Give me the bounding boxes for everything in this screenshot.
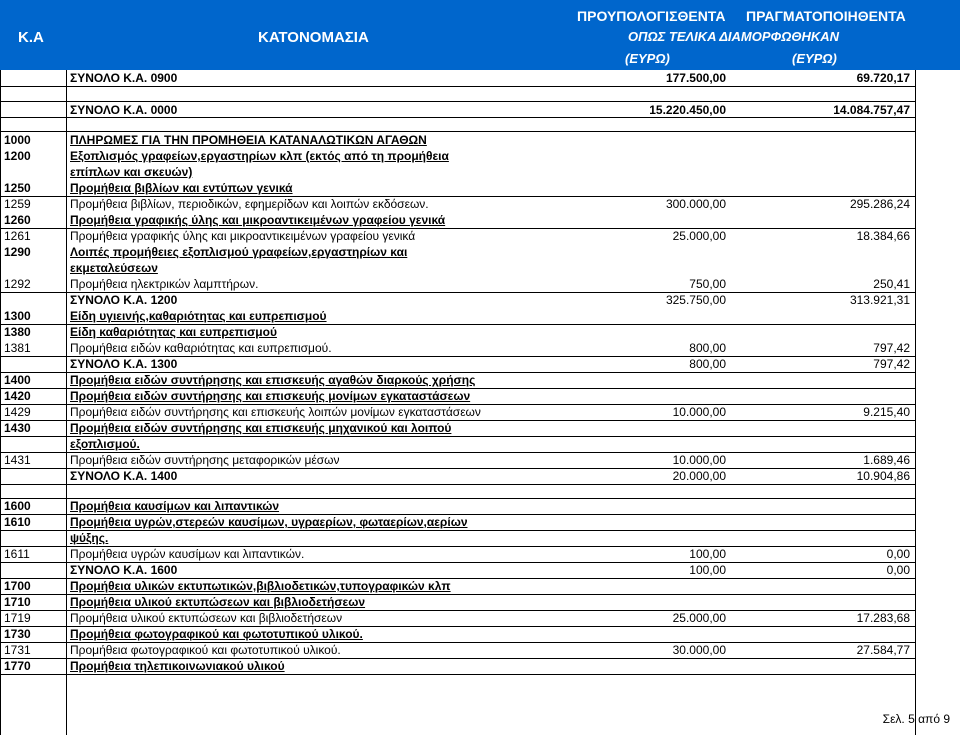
row-budgeted-amount: 10.000,00 — [672, 405, 726, 419]
table-row — [0, 292, 916, 308]
row-realized-amount: 14.084.757,47 — [833, 103, 910, 117]
table-row — [0, 164, 916, 180]
table-row — [0, 530, 916, 546]
row-description: Προμήθεια τηλεπικοινωνιακού υλικού — [70, 659, 285, 673]
row-code: 1730 — [4, 627, 31, 641]
row-realized-amount: 797,42 — [873, 357, 910, 371]
row-budgeted-amount: 177.500,00 — [665, 71, 726, 85]
row-description: Προμήθεια υγρών καυσίμων και λιπαντικών. — [70, 547, 305, 561]
row-description: Προμήθεια ειδών συντήρησης μεταφορικών μέσων — [70, 453, 340, 467]
table-row — [0, 260, 916, 276]
header-euro-budgeted: (ΕΥΡΩ) — [625, 51, 670, 66]
table-row — [0, 212, 916, 228]
header-ka: Κ.Α — [18, 29, 44, 46]
row-code: 1292 — [4, 277, 31, 291]
row-description: ΣΥΝΟΛΟ Κ.Α. 0900 — [70, 71, 178, 85]
header-katonomasia: ΚΑΤΟΝΟΜΑΣΙΑ — [258, 29, 369, 46]
row-description: Προμήθεια φωτογραφικού και φωτοτυπικού υλικού. — [70, 627, 363, 641]
row-code: 1600 — [4, 499, 31, 513]
table-row — [0, 148, 916, 164]
row-code: 1710 — [4, 595, 31, 609]
row-realized-amount: 313.921,31 — [849, 293, 910, 307]
row-code: 1261 — [4, 229, 31, 243]
row-budgeted-amount: 30.000,00 — [672, 643, 726, 657]
row-code: 1259 — [4, 197, 31, 211]
page-number: Σελ. 5 από 9 — [882, 712, 950, 726]
table-row — [0, 578, 916, 594]
budget-table — [0, 70, 916, 735]
row-description: Εξοπλισμός γραφείων,εργαστηρίων κλπ (εκτός από τη προμήθεια — [70, 149, 449, 163]
row-budgeted-amount: 750,00 — [689, 277, 726, 291]
row-description: ΣΥΝΟΛΟ Κ.Α. 0000 — [70, 103, 178, 117]
row-realized-amount: 27.584,77 — [856, 643, 910, 657]
row-budgeted-amount: 15.220.450,00 — [649, 103, 726, 117]
row-realized-amount: 18.384,66 — [856, 229, 910, 243]
row-code: 1420 — [4, 389, 31, 403]
table-header — [0, 0, 960, 70]
row-realized-amount: 250,41 — [873, 277, 910, 291]
row-budgeted-amount: 100,00 — [689, 547, 726, 561]
row-description: Προμήθεια γραφικής ύλης και μικροαντικειμένων γραφείου γενικά — [70, 229, 416, 243]
row-description: επίπλων και σκευών) — [70, 165, 193, 179]
row-description: Προμήθεια γραφικής ύλης και μικροαντικειμένων γραφείου γενικά — [70, 213, 446, 227]
table-row — [0, 642, 916, 658]
row-description: ΣΥΝΟΛΟ Κ.Α. 1200 — [70, 293, 178, 307]
row-description: Προμήθεια ειδών καθαριότητας και ευπρεπισμού. — [70, 341, 332, 355]
table-row — [0, 498, 916, 514]
row-description: Προμήθεια ειδών συντήρησης και επισκευής μηχανικού και λοιπού — [70, 421, 452, 435]
row-realized-amount: 797,42 — [873, 341, 910, 355]
table-row — [0, 594, 916, 610]
row-code: 1719 — [4, 611, 31, 625]
row-realized-amount: 295.286,24 — [849, 197, 910, 211]
table-row — [0, 70, 916, 86]
row-code: 1731 — [4, 643, 31, 657]
header-subtitle: ΟΠΩΣ ΤΕΛΙΚΑ ΔΙΑΜΟΡΦΩΘΗΚΑΝ — [628, 29, 840, 44]
row-realized-amount: 0,00 — [886, 547, 910, 561]
header-euro-realized: (ΕΥΡΩ) — [792, 51, 837, 66]
row-description: ΠΛΗΡΩΜΕΣ ΓΙΑ ΤΗΝ ΠΡΟΜΗΘΕΙΑ ΚΑΤΑΝΑΛΩΤΙΚΩΝ ΑΓΑΘΩΝ — [70, 133, 427, 147]
table-row — [0, 658, 916, 674]
table-row — [0, 196, 916, 212]
table-row — [0, 102, 916, 118]
row-description: Προμήθεια ειδών συντήρησης και επισκευής λοιπών μονίμων εγκαταστάσεων — [70, 405, 481, 419]
table-row — [0, 372, 916, 388]
row-description: εξοπλισμού. — [70, 437, 140, 451]
row-description: Είδη υγιεινής,καθαριότητας και ευπρεπισμού — [70, 309, 327, 323]
row-code: 1430 — [4, 421, 31, 435]
header-budgeted: ΠΡΟΥΠΟΛΟΓΙΣΘΕΝΤΑ — [577, 8, 726, 24]
row-code: 1770 — [4, 659, 31, 673]
row-budgeted-amount: 20.000,00 — [672, 469, 726, 483]
row-divider — [0, 484, 916, 485]
row-code: 1250 — [4, 181, 31, 195]
row-realized-amount: 10.904,86 — [856, 469, 910, 483]
row-realized-amount: 69.720,17 — [856, 71, 910, 85]
row-description: Προμήθεια υγρών,στερεών καυσίμων, υγραερίων, φωταερίων,αερίων — [70, 515, 468, 529]
row-description: Προμήθεια καυσίμων και λιπαντικών — [70, 499, 280, 513]
row-description: Προμήθεια υλικού εκτυπώσεων και βιβλιοδετήσεων — [70, 595, 366, 609]
row-realized-amount: 9.215,40 — [863, 405, 910, 419]
row-description: Προμήθεια βιβλίων, περιοδικών, εφημερίδων και λοιπών εκδόσεων. — [70, 197, 429, 211]
row-realized-amount: 17.283,68 — [856, 611, 910, 625]
table-row — [0, 308, 916, 324]
row-description: ψύξης. — [70, 531, 109, 545]
row-budgeted-amount: 800,00 — [689, 341, 726, 355]
row-code: 1300 — [4, 309, 31, 323]
row-code: 1611 — [4, 547, 30, 561]
table-row — [0, 180, 916, 196]
row-code: 1381 — [4, 341, 31, 355]
row-budgeted-amount: 300.000,00 — [665, 197, 726, 211]
row-description: Προμήθεια υλικών εκτυπωτικών,βιβλιοδετικών,τυπογραφικών κλπ — [70, 579, 451, 593]
table-row — [0, 546, 916, 562]
table-row — [0, 276, 916, 292]
row-description: Προμήθεια φωτογραφικού και φωτοτυπικού υλικού. — [70, 643, 341, 657]
row-budgeted-amount: 100,00 — [689, 563, 726, 577]
row-description: Προμήθεια ειδών συντήρησης και επισκευής αγαθών διαρκούς χρήσης — [70, 373, 476, 387]
table-row — [0, 244, 916, 260]
table-row — [0, 610, 916, 626]
row-budgeted-amount: 25.000,00 — [672, 611, 726, 625]
table-row — [0, 626, 916, 642]
table-row — [0, 356, 916, 372]
row-realized-amount: 1.689,46 — [863, 453, 910, 467]
table-row — [0, 324, 916, 340]
table-row — [0, 404, 916, 420]
row-code: 1200 — [4, 149, 31, 163]
row-description: Είδη καθαριότητας και ευπρεπισμού — [70, 325, 277, 339]
row-description: ΣΥΝΟΛΟ Κ.Α. 1400 — [70, 469, 178, 483]
row-description: Προμήθεια βιβλίων και εντύπων γενικά — [70, 181, 293, 195]
row-budgeted-amount: 25.000,00 — [672, 229, 726, 243]
row-budgeted-amount: 800,00 — [689, 357, 726, 371]
row-code: 1431 — [4, 453, 31, 467]
row-description: ΣΥΝΟΛΟ Κ.Α. 1300 — [70, 357, 178, 371]
row-code: 1260 — [4, 213, 31, 227]
row-description: ΣΥΝΟΛΟ Κ.Α. 1600 — [70, 563, 178, 577]
table-row — [0, 452, 916, 468]
row-code: 1610 — [4, 515, 31, 529]
header-realized: ΠΡΑΓΜΑΤΟΠΟΙΗΘΕΝΤΑ — [746, 8, 906, 24]
table-row — [0, 436, 916, 452]
row-code: 1400 — [4, 373, 31, 387]
table-row — [0, 388, 916, 404]
row-description: Λοιπές προμήθειες εξοπλισμού γραφείων,εργαστηρίων και — [70, 245, 408, 259]
row-description: Προμήθεια υλικού εκτυπώσεων και βιβλιοδετήσεων — [70, 611, 343, 625]
row-budgeted-amount: 325.750,00 — [665, 293, 726, 307]
row-divider — [0, 674, 916, 675]
row-code: 1290 — [4, 245, 31, 259]
row-description: Προμήθεια ηλεκτρικών λαμπτήρων. — [70, 277, 259, 291]
table-row — [0, 468, 916, 484]
table-row — [0, 420, 916, 436]
row-code: 1380 — [4, 325, 31, 339]
row-divider — [0, 86, 916, 87]
row-budgeted-amount: 10.000,00 — [672, 453, 726, 467]
table-row — [0, 562, 916, 578]
row-realized-amount: 0,00 — [886, 563, 910, 577]
table-row — [0, 132, 916, 148]
table-row — [0, 228, 916, 244]
table-row — [0, 514, 916, 530]
row-code: 1429 — [4, 405, 31, 419]
row-description: εκμεταλεύσεων — [70, 261, 158, 275]
table-row — [0, 340, 916, 356]
row-description: Προμήθεια ειδών συντήρησης και επισκευής μονίμων εγκαταστάσεων — [70, 389, 471, 403]
row-code: 1000 — [4, 133, 31, 147]
row-code: 1700 — [4, 579, 31, 593]
